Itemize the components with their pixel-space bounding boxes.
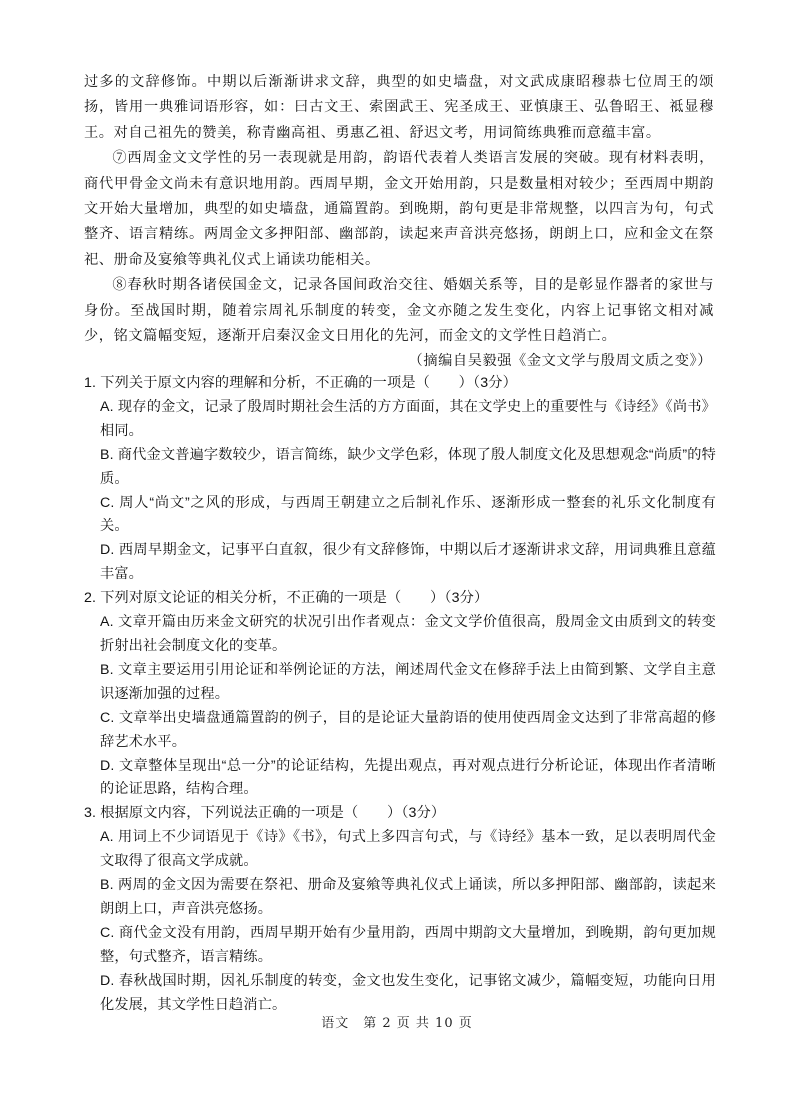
question-3 (84, 802, 716, 1017)
question-stem: 1. 下列关于原文内容的理解和分析，不正确的一项是（ ）（3分） (84, 375, 517, 391)
option-c: C. 商代金文没有用韵，西周早期开始有少量用韵，西周中期韵文大量增加，到晚期，韵句更加规整，句式整齐，语言精练。 (100, 924, 716, 965)
option-d: D. 文章整体呈现出“总一分”的论证结构，先提出观点，再对观点进行分析论证，体现出作者清晰的论证思路，结构合理。 (100, 757, 716, 798)
question-stem: 2. 下列对原文论证的相关分析，不正确的一项是（ ）（3分） (84, 590, 489, 607)
option-a: A. 文章开篇由历来金文研究的状况引出作者观点：金文文学价值很高，殷周金文由质到文的转变折射出社会制度文化的变革。 (100, 614, 716, 654)
page-footer: 语文 第 2 页 共 10 页 (321, 1016, 473, 1031)
option-c: C. 周人“尚文”之风的形成，与西周王朝建立之后制礼作乐、逐渐形成一整套的礼乐文化制度有关。 (100, 494, 716, 535)
option-d: D. 西周早期金文，记事平白直叙，很少有文辞修饰，中期以后才逐渐讲求文辞，用词典雅且意蕴丰富。 (100, 542, 716, 583)
option-c: C. 文章举出史墙盘通篇置韵的例子，目的是论证大量韵语的使用使西周金文达到了非常高超的修辞艺术水平。 (100, 709, 716, 750)
passage-paragraph: ⑦西周金文文学性的另一表现就是用韵，韵语代表着人类语言发展的突破。现有材料表明，商代甲骨金文尚未有意识地用韵。西周早期，金文开始用韵，只是数量相对较少；至西周中期韵文开始大量增加，典型的如史墙盘，通篇置韵。到晚期，韵句更是非常规整，以四言为句，句式整齐、语言精练。两周金文多押阳部、幽部韵，读起来声音洪亮悠扬，朗朗上口，应和金文在祭祀、册命及宴飨等典礼仪式上诵读功能相关。 (84, 150, 714, 268)
option-b: B. 文章主要运用引用论证和举例论证的方法，阐述周代金文在修辞手法上由简到繁、文学自主意识逐渐加强的过程。 (100, 661, 716, 702)
question-2 (84, 587, 716, 802)
passage-source: （摘编自吴毅强《金文文学与殷周文质之变》） (408, 353, 712, 370)
question-list (84, 372, 716, 1017)
reading-passage (84, 70, 714, 375)
option-d: D. 春秋战国时期，因礼乐制度的转变，金文也发生变化，记事铭文减少，篇幅变短，功能向日用化发展，其文学性日趋消亡。 (100, 972, 716, 1013)
option-b: B. 两周的金文因为需要在祭祀、册命及宴飨等典礼仪式上诵读，所以多押阳部、幽部韵，读起来朗朗上口，声音洪亮悠扬。 (100, 877, 716, 917)
passage-paragraph: ⑧春秋时期各诸侯国金文，记录各国间政治交往、婚姻关系等，目的是彰显作器者的家世与身份。至战国时期，随着宗周礼乐制度的转变，金文亦随之发生变化，内容上记事铭文相对减少，铭文篇幅变短，逐渐开启秦汉金文日用化的先河，而金文的文学性日趋消亡。 (84, 277, 714, 345)
question-1 (84, 372, 716, 587)
option-a: A. 用词上不少词语见于《诗》《书》，句式上多四言句式，与《诗经》基本一致，足以表明周代金文取得了很高文学成就。 (100, 829, 716, 870)
option-b: B. 商代金文普遍字数较少，语言简练，缺少文学色彩，体现了殷人制度文化及思想观念“尚质”的特质。 (100, 446, 716, 487)
passage-paragraph: 过多的文辞修饰。中期以后渐渐讲求文辞，典型的如史墙盘，对文武成康昭穆恭七位周王的颂扬，皆用一典雅词语形容，如：曰古文王、索圉武王、宪圣成王、亚慎康王、弘鲁昭王、祗显穆王。对自己祖先的赞美，称青幽高祖、勇惠乙祖、舒迟文考，用词简练典雅而意蕴丰富。 (84, 74, 714, 141)
question-stem: 3. 根据原文内容，下列说法正确的一项是（ ）（3分） (84, 805, 446, 822)
option-a: A. 现存的金文，记录了殷周时期社会生活的方方面面，其在文学史上的重要性与《诗经》《尚书》相同。 (100, 398, 716, 439)
